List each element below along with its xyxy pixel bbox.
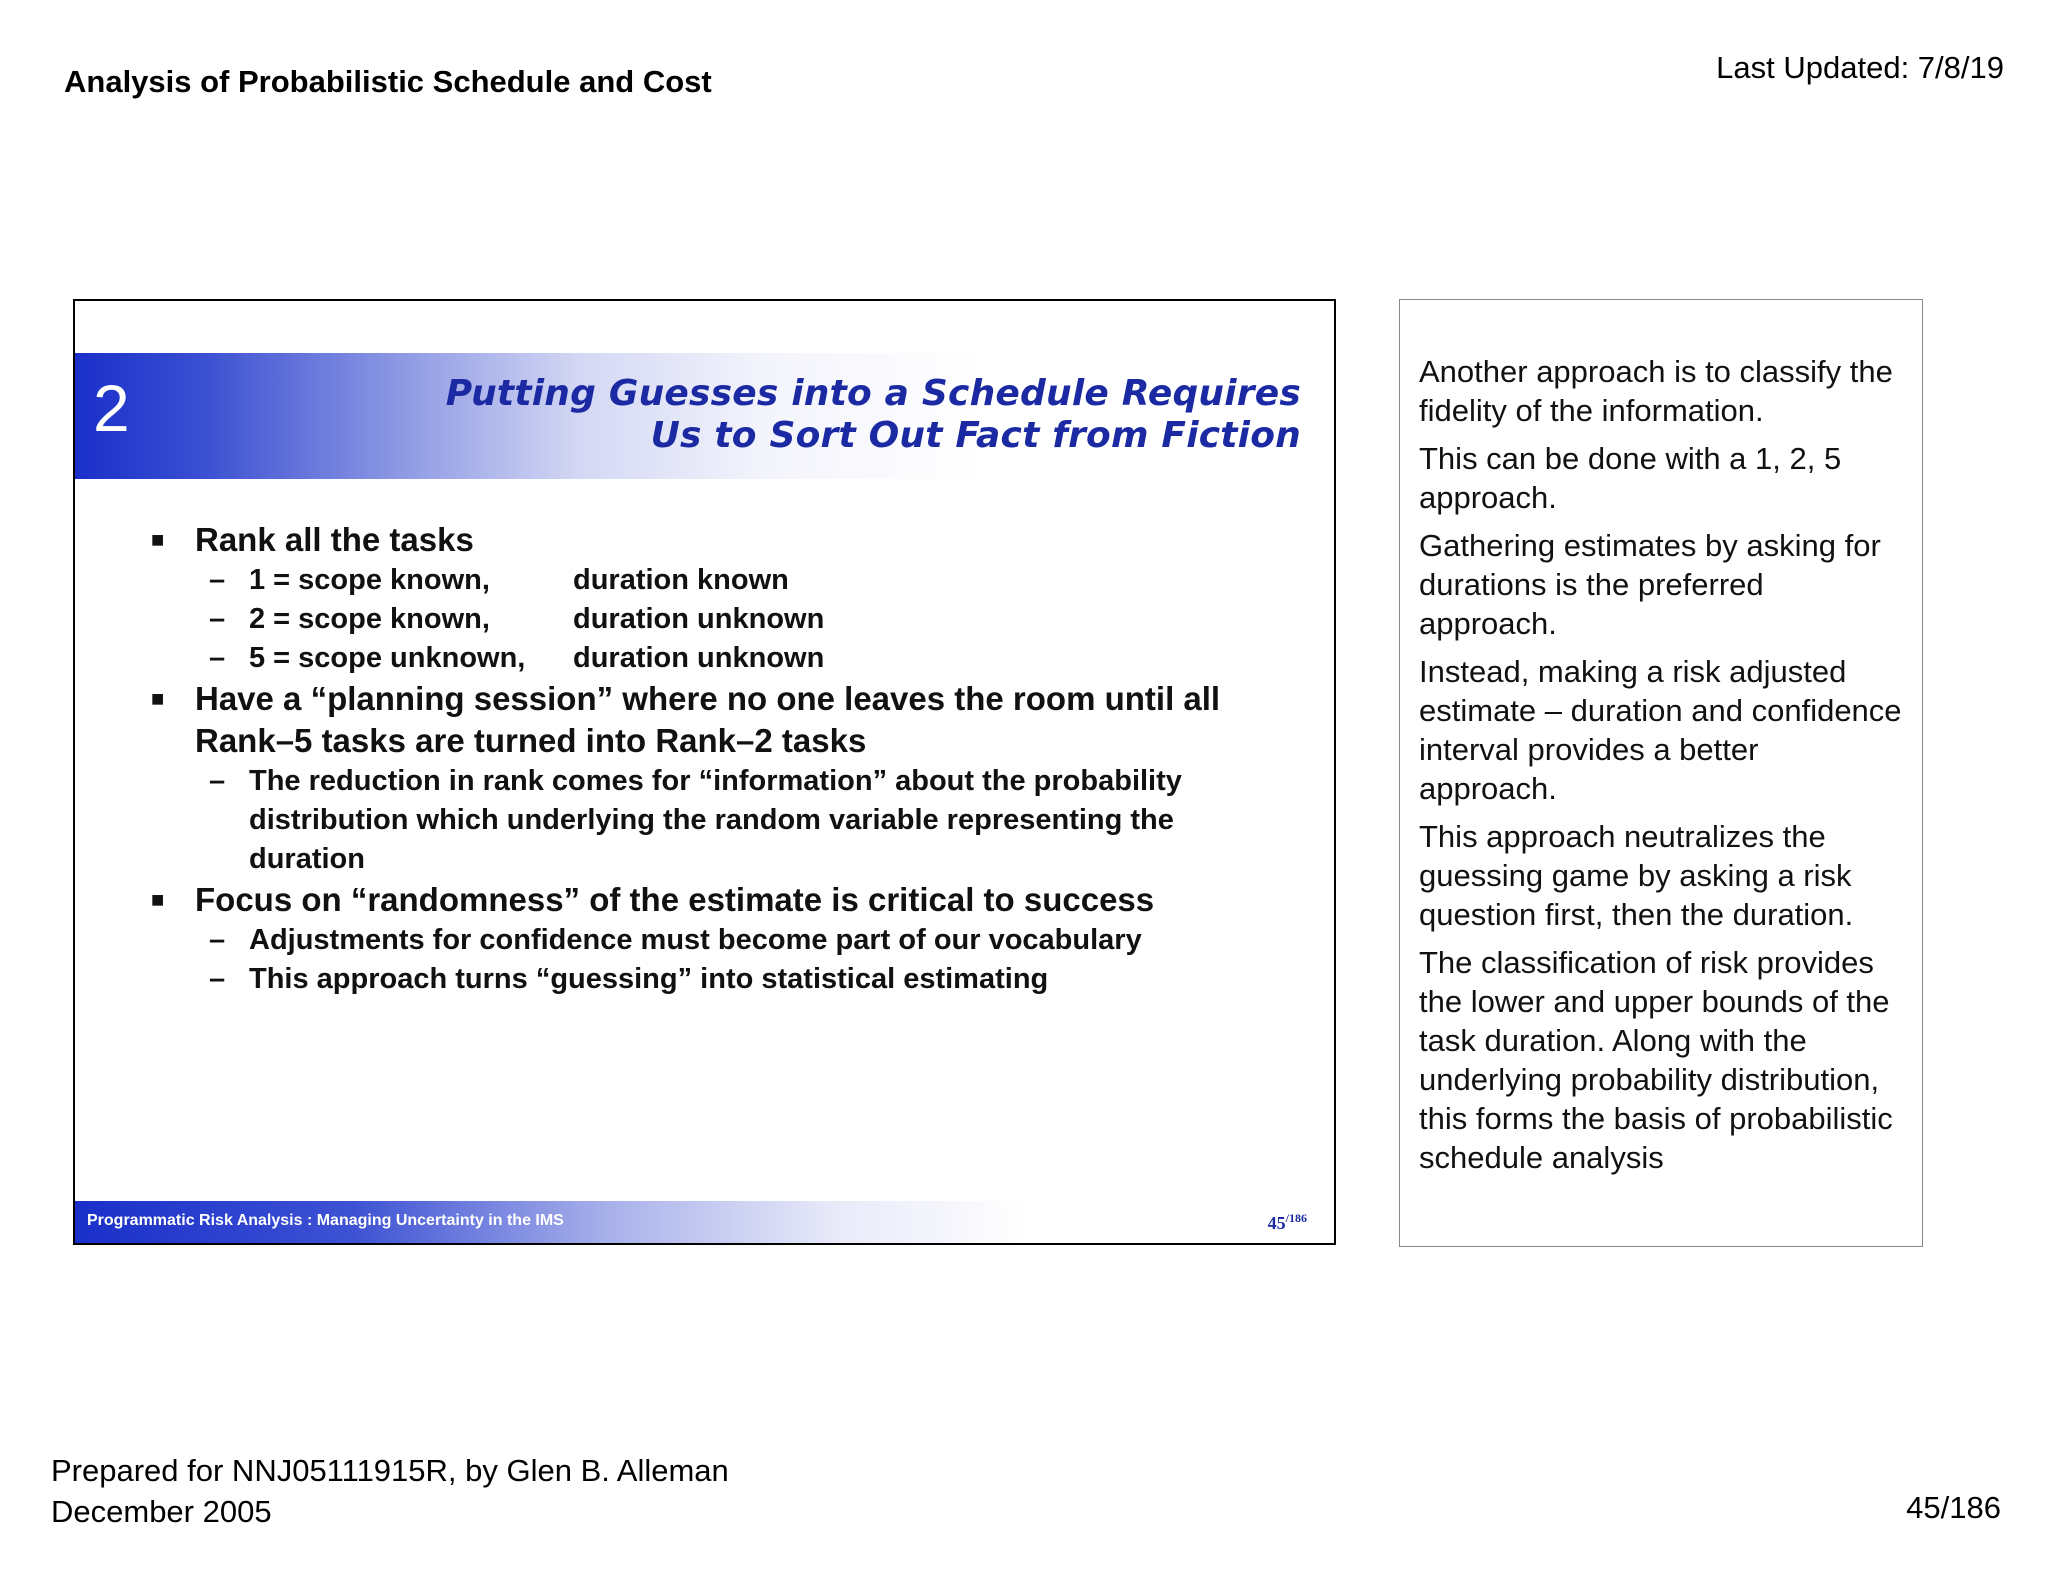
slide-heading-line-2: Us to Sort Out Fact from Fiction <box>650 415 1301 456</box>
slide-heading-line-1: Putting Guesses into a Schedule Requires <box>445 373 1301 414</box>
sub-bullet-rank-5 <box>151 639 1281 678</box>
rank-duration: duration unknown <box>573 603 825 635</box>
slide-page-current: 45 <box>1267 1213 1286 1233</box>
note-paragraph: This approach neutralizes the guessing game by asking a risk question first, then the duration. <box>1419 819 1854 932</box>
slide-body <box>151 519 1281 999</box>
bullet-text: Adjustments for confidence must become part of our vocabulary <box>249 924 1142 956</box>
dash-bullet-icon: – <box>209 924 226 956</box>
note-paragraph: Another approach is to classify the fidelity of the information. <box>1419 354 1893 428</box>
bullet-text: Focus on “randomness” of the estimate is critical to success <box>195 881 1155 918</box>
rank-duration: duration known <box>573 564 789 596</box>
rank-duration: duration unknown <box>573 642 825 674</box>
bullet-rank-tasks <box>151 519 1281 561</box>
note-paragraph: This can be done with a 1, 2, 5 approach. <box>1419 441 1842 515</box>
note-paragraph: Gathering estimates by asking for durations is the preferred approach. <box>1419 528 1881 641</box>
document-title: Analysis of Probabilistic Schedule and Cost <box>64 64 712 99</box>
slide-section-number: 2 <box>93 371 130 445</box>
dash-bullet-icon: – <box>209 603 226 635</box>
slide-footer-text: Programmatic Risk Analysis : Managing Uncertainty in the IMS <box>87 1212 564 1229</box>
bullet-text: This approach turns “guessing” into statistical estimating <box>249 963 1049 995</box>
dash-bullet-icon: – <box>209 642 226 674</box>
slide-image <box>73 299 1336 1245</box>
dash-bullet-icon: – <box>209 564 226 596</box>
slide-title-banner <box>75 353 1336 479</box>
dash-bullet-icon: – <box>209 765 226 797</box>
square-bullet-icon: ■ <box>151 527 165 552</box>
slide-footer-bar <box>75 1201 1336 1243</box>
slide-page-total: /186 <box>1285 1211 1307 1225</box>
note-paragraph: Instead, making a risk adjusted estimate – duration and confidence interval provides a better approach. <box>1419 654 1902 806</box>
page-number: 45/186 <box>1906 1490 2001 1525</box>
square-bullet-icon: ■ <box>151 887 165 912</box>
note-paragraph: The classification of risk provides the lower and upper bounds of the task duration. Along with the underlying probability distribution, this forms the basis of probabilistic schedule analysis <box>1419 945 1893 1175</box>
sub-bullet-rank-1 <box>151 561 1281 600</box>
rank-scope: 2 = scope known, <box>249 603 490 635</box>
slide-heading <box>446 373 1301 457</box>
last-updated-date: Last Updated: 7/8/19 <box>1716 50 2004 85</box>
bullet-planning-session <box>151 678 1281 762</box>
sub-bullet-rank-2 <box>151 600 1281 639</box>
square-bullet-icon: ■ <box>151 686 165 711</box>
prepared-by <box>51 1450 729 1532</box>
prepared-for-line: Prepared for NNJ05111915R, by Glen B. Alleman <box>51 1453 729 1488</box>
bullet-text: Rank all the tasks <box>195 521 474 558</box>
bullet-text: The reduction in rank comes for “information” about the probability distribution which underlying the random variable representing the duration <box>249 765 1182 875</box>
notes-panel <box>1399 299 1923 1247</box>
dash-bullet-icon: – <box>209 963 226 995</box>
bullet-text: Have a “planning session” where no one leaves the room until all Rank–5 tasks are turned into Rank–2 tasks <box>195 680 1221 759</box>
bullet-focus-randomness <box>151 879 1281 921</box>
rank-scope: 5 = scope unknown, <box>249 642 526 674</box>
slide-page-number <box>1268 1211 1307 1234</box>
sub-bullet-reduction-in-rank <box>151 762 1281 879</box>
sub-bullet-guessing <box>151 960 1281 999</box>
sub-bullet-adjustments <box>151 921 1281 960</box>
rank-scope: 1 = scope known, <box>249 564 490 596</box>
prepared-date: December 2005 <box>51 1494 272 1529</box>
